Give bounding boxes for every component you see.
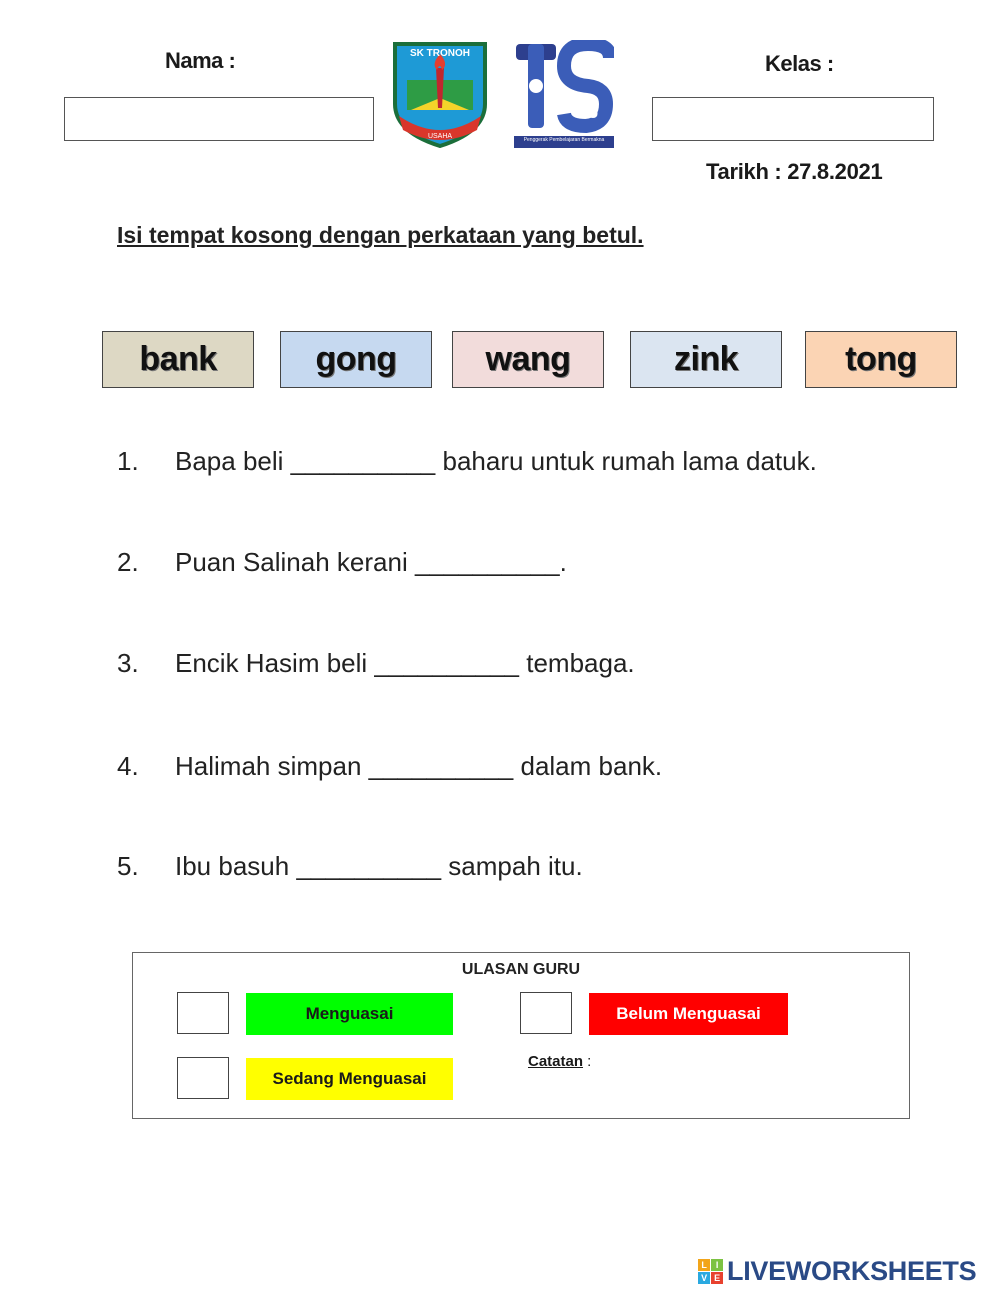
word-card-zink: zink bbox=[630, 331, 782, 388]
icon-letter-e: E bbox=[711, 1272, 723, 1284]
question-number: 4. bbox=[117, 751, 139, 781]
menguasai-badge bbox=[246, 993, 453, 1035]
class-label: Kelas : bbox=[765, 51, 834, 76]
belum-menguasai-badge bbox=[589, 993, 788, 1035]
teacher-review-box bbox=[132, 952, 910, 1119]
belum-menguasai-label: Belum Menguasai bbox=[616, 1004, 761, 1023]
icon-letter-l: L bbox=[698, 1259, 710, 1271]
question-before: Ibu basuh bbox=[175, 851, 290, 881]
answer-blank[interactable]: __________ bbox=[296, 851, 442, 881]
question-before: Halimah simpan bbox=[175, 751, 362, 781]
question-before: Bapa beli bbox=[175, 446, 284, 476]
question-after: dalam bank. bbox=[520, 751, 663, 781]
word-card-tong: tong bbox=[805, 331, 957, 388]
liveworksheets-icon bbox=[698, 1259, 723, 1284]
notes-label bbox=[528, 1053, 591, 1070]
name-input[interactable] bbox=[64, 97, 374, 141]
question-4 bbox=[117, 751, 662, 782]
question-number: 1. bbox=[117, 446, 139, 476]
word-card-wang: wang bbox=[452, 331, 604, 388]
icon-letter-i: I bbox=[711, 1259, 723, 1271]
question-3 bbox=[117, 648, 635, 679]
answer-blank[interactable]: __________ bbox=[290, 446, 436, 476]
question-number: 3. bbox=[117, 648, 139, 678]
icon-letter-v: V bbox=[698, 1272, 710, 1284]
name-label: Nama : bbox=[165, 48, 236, 73]
review-title: ULASAN GURU bbox=[461, 961, 581, 978]
svg-text:USAHA: USAHA bbox=[427, 133, 453, 140]
menguasai-checkbox[interactable] bbox=[177, 992, 229, 1034]
liveworksheets-brand bbox=[698, 1256, 976, 1287]
ts25-number: 25 bbox=[578, 102, 599, 122]
question-before: Encik Hasim beli bbox=[175, 648, 368, 678]
sedang-menguasai-checkbox[interactable] bbox=[177, 1057, 229, 1099]
question-before: Puan Salinah kerani bbox=[175, 547, 408, 577]
ts25-logo-icon bbox=[514, 40, 614, 148]
class-input[interactable] bbox=[652, 97, 934, 141]
school-crest-icon bbox=[389, 40, 491, 148]
question-1 bbox=[117, 446, 817, 477]
ts25-subtext: Penggerak Pembelajaran Bermakna bbox=[523, 137, 605, 143]
school-crest-text: SK TRONOH bbox=[410, 48, 470, 59]
notes-label-colon: : bbox=[583, 1053, 592, 1070]
question-5 bbox=[117, 851, 583, 882]
question-after: tembaga. bbox=[526, 648, 635, 678]
liveworksheets-text: LIVEWORKSHEETS bbox=[727, 1256, 977, 1286]
word-card-gong: gong bbox=[280, 331, 432, 388]
sedang-menguasai-label: Sedang Menguasai bbox=[272, 1069, 427, 1088]
question-number: 5. bbox=[117, 851, 139, 881]
notes-label-text: Catatan bbox=[528, 1053, 584, 1070]
question-number: 2. bbox=[117, 547, 139, 577]
question-after: baharu untuk rumah lama datuk. bbox=[442, 446, 817, 476]
menguasai-label: Menguasai bbox=[305, 1004, 394, 1023]
word-card-bank: bank bbox=[102, 331, 254, 388]
answer-blank[interactable]: __________ bbox=[414, 547, 560, 577]
answer-blank[interactable]: __________ bbox=[374, 648, 520, 678]
date-text: Tarikh : 27.8.2021 bbox=[706, 159, 883, 184]
answer-blank[interactable]: __________ bbox=[368, 751, 514, 781]
belum-menguasai-checkbox[interactable] bbox=[520, 992, 572, 1034]
question-after: . bbox=[559, 547, 567, 577]
instruction-text: Isi tempat kosong dengan perkataan yang betul. bbox=[117, 222, 644, 248]
question-after: sampah itu. bbox=[448, 851, 583, 881]
sedang-menguasai-badge bbox=[246, 1058, 453, 1100]
question-2 bbox=[117, 547, 567, 578]
